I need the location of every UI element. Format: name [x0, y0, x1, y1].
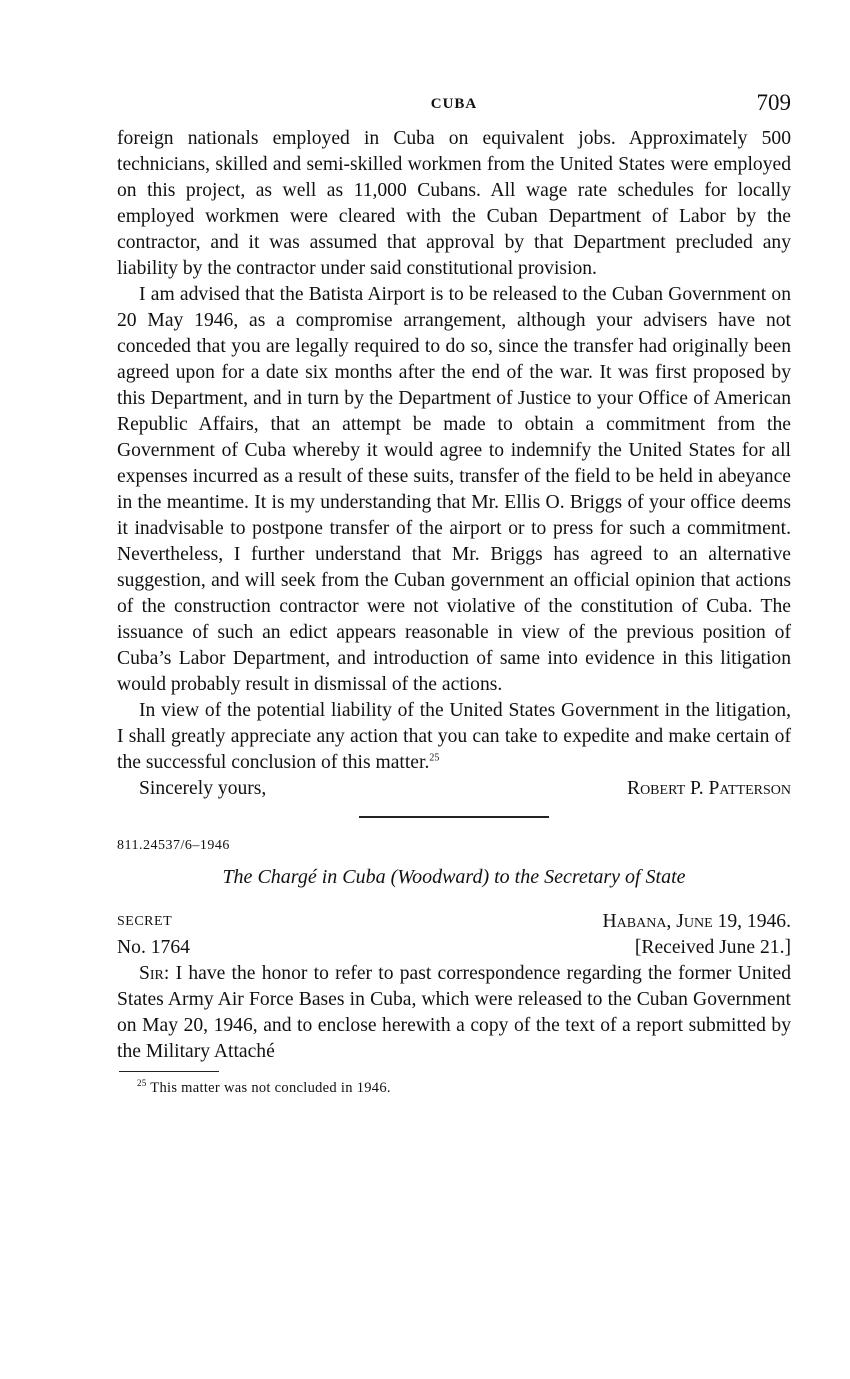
letter-body	[117, 126, 791, 776]
classification-row	[117, 909, 791, 935]
footnote-reference[interactable]: 25	[429, 752, 440, 764]
paragraph-1: foreign nationals employed in Cuba on equivalent jobs. Approximately 500 technicians, skilled and semi-skilled workmen from the United States were employed on this project, as well as 11,000 Cubans. All wage rate schedules for locally employed workmen were cleared with the Cuban Department of Labor by the contractor, and it was assumed that approval by that Department precluded any liability by the contractor under said constitutional provision.	[117, 128, 791, 279]
place-date: Habana, June 19, 1946.	[602, 911, 791, 932]
footnote-number: 25	[137, 1078, 147, 1089]
section-divider	[359, 816, 549, 818]
despatch-text: I have the honor to refer to past correspondence regarding the former United States Army Air Force Bases in Cuba, which were released to the Cuban Government on May 20, 1946, and to enclose herewith a copy of the text of a report submitted by the Military Attaché	[117, 963, 791, 1062]
valediction: Sincerely yours,	[139, 778, 267, 799]
salutation: Sir:	[139, 963, 170, 984]
paragraph-3-text: In view of the potential liability of the United States Government in the litigation, I shall greatly appreciate any action that you can take to expedite and make certain of the successful conclusion of this matter.	[117, 700, 791, 773]
page-number: 709	[756, 90, 791, 115]
paragraph-3	[117, 698, 791, 776]
paragraph-2: I am advised that the Batista Airport is to be released to the Cuban Government on 20 May 1946, as a compromise arrangement, although your advisers have not conceded that you are legally required to do so, since the transfer had originally been agreed upon for a date six months after the end of the war. It was first proposed by this Department, and in turn by the Department of Justice to your Office of American Republic Affairs, that an attempt be made to obtain a commitment from the Government of Cuba whereby it would agree to indemnify the United States for all expenses incurred as a result of these suits, transfer of the field to be held in abeyance in the meantime. It is my understanding that Mr. Ellis O. Briggs of your office deems it inadvisable to postpone transfer of the airport or to press for such a commitment. Nevertheless, I further understand that Mr. Briggs has agreed to an alternative suggestion, and will seek from the Cuban government an official opinion that actions of the construction contractor were not violative of the constitution of Cuba. The issuance of such an edict appears reasonable in view of the previous position of Cuba’s Labor Department, and introduction of same into evidence in this litigation would probably result in dismissal of the actions.	[117, 284, 791, 695]
footnote-text: This matter was not concluded in 1946.	[150, 1080, 391, 1096]
despatch-body	[117, 961, 791, 1065]
footnote-rule	[119, 1071, 219, 1072]
file-number: 811.24537/6–1946	[117, 838, 230, 853]
despatch-number: No. 1764	[117, 937, 190, 958]
signatory: Robert P. Patterson	[627, 778, 791, 799]
running-title: CUBA	[430, 96, 478, 112]
number-row	[117, 935, 791, 961]
document-page	[117, 90, 791, 1097]
document-title: The Chargé in Cuba (Woodward) to the Secretary of State	[222, 866, 686, 888]
despatch-paragraph	[117, 961, 791, 1065]
received-date: [Received June 21.]	[634, 937, 791, 958]
classification: SECRET	[117, 914, 173, 929]
running-header	[117, 90, 791, 126]
footnote	[117, 1080, 791, 1097]
closing-block	[117, 776, 791, 802]
